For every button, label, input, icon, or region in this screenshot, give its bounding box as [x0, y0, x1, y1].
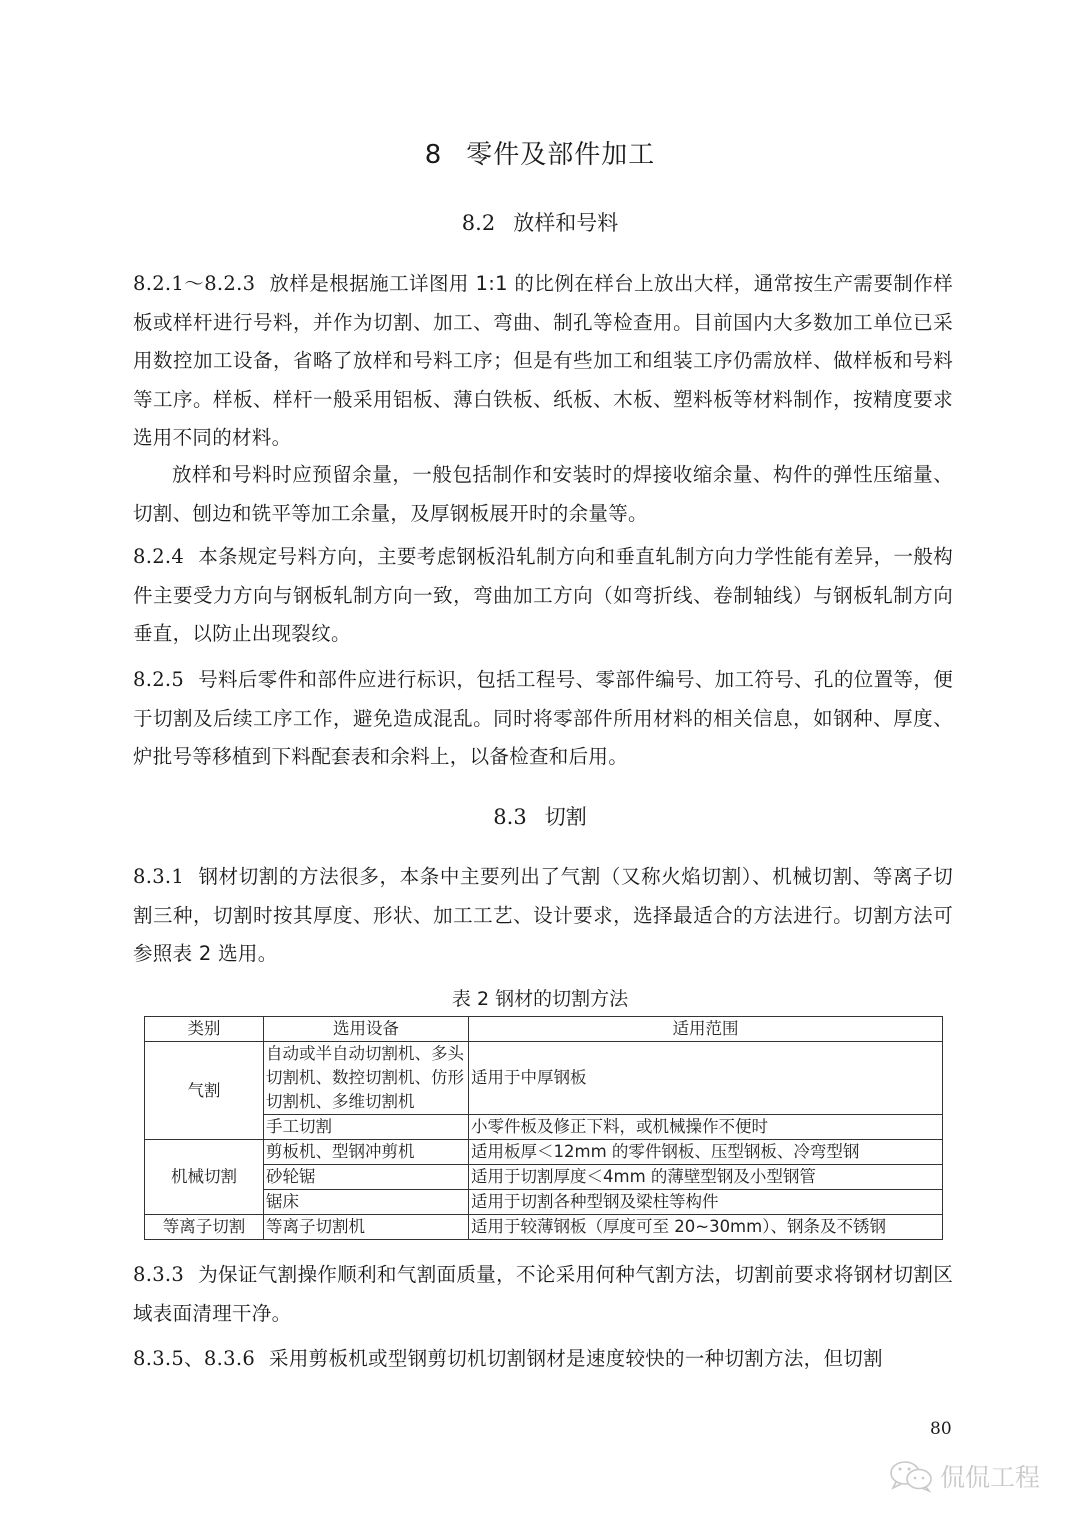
section-title-text: 切割: [544, 805, 587, 829]
scope-cell: 适用于较薄钢板（厚度可至 20~30mm）、钢条及不锈钢: [469, 1215, 943, 1240]
clause-number: 8.3.1: [133, 865, 185, 888]
clause-number: 8.3.5、8.3.6: [133, 1347, 256, 1370]
paragraph-text: 钢材切割的方法很多，本条中主要列出了气割（又称火焰切割）、机械切割、等离子切割三种，切割时按其厚度、形状、加工工艺、设计要求，选择最适合的方法进行。切割方法可参照表 2 选用。: [133, 865, 953, 965]
cutting-methods-table: [144, 1016, 943, 1240]
scope-cell: 适用于切割各种型钢及梁柱等构件: [469, 1190, 943, 1215]
table-row: [145, 1140, 943, 1165]
equipment-cell: 等离子切割机: [264, 1215, 469, 1240]
paragraph-allowance: [133, 456, 953, 533]
watermark: [888, 1458, 1040, 1494]
paragraph-8-2-4: [133, 538, 953, 654]
paragraph-8-3-5: [133, 1340, 953, 1379]
paragraph-text: 放样和号料时应预留余量，一般包括制作和安装时的焊接收缩余量、构件的弹性压缩量、切割、刨边和铣平等加工余量，及厚钢板展开时的余量等。: [133, 463, 953, 525]
clause-number: 8.2.1～8.2.3: [133, 272, 256, 295]
section-title-8-2: [0, 207, 1080, 237]
paragraph-8-3-1: [133, 858, 953, 974]
table-row: [145, 1190, 943, 1215]
clause-number: 8.2.5: [133, 668, 185, 691]
header-equipment: 选用设备: [264, 1017, 469, 1042]
section-title-8-3: [0, 801, 1080, 831]
paragraph-text: 放样是根据施工详图用 1:1 的比例在样台上放出大样，通常按生产需要制作样板或样杆进行号料，并作为切割、加工、弯曲、制孔等检查用。目前国内大多数加工单位已采用数控加工设备，省略了放样和号料工序；但是有些加工和组装工序仍需放样、做样板和号料等工序。样板、样杆一般采用铝板、薄白铁板、纸板、木板、塑料板等材料制作，按精度要求选用不同的材料。: [133, 272, 953, 449]
table-caption: 表 2 钢材的切割方法: [451, 988, 629, 1010]
chapter-title-text: 零件及部件加工: [466, 140, 656, 170]
scope-cell: 适用于切割厚度＜4mm 的薄壁型钢及小型钢管: [469, 1165, 943, 1190]
header-scope: 适用范围: [469, 1017, 943, 1042]
page-number: 80: [930, 1419, 952, 1439]
clause-number: 8.2.4: [133, 545, 185, 568]
table-row: [145, 1215, 943, 1240]
table-header-row: [145, 1017, 943, 1042]
paragraph-text: 号料后零件和部件应进行标识，包括工程号、零部件编号、加工符号、孔的位置等，便于切割及后续工序工作，避免造成混乱。同时将零部件所用材料的相关信息，如钢种、厚度、炉批号等移植到下料配套表和余料上，以备检查和后用。: [133, 668, 953, 768]
paragraph-text: 采用剪板机或型钢剪切机切割钢材是速度较快的一种切割方法，但切割: [269, 1347, 883, 1370]
category-cell: 等离子切割: [145, 1215, 264, 1240]
watermark-text: 侃侃工程: [940, 1463, 1041, 1492]
category-cell: 机械切割: [145, 1140, 264, 1215]
section-number: 8.3: [493, 805, 527, 829]
equipment-cell: 锯床: [264, 1190, 469, 1215]
paragraph-8-2-1: [133, 265, 953, 458]
chapter-title: [0, 134, 1080, 171]
scope-cell: 适用板厚＜12mm 的零件钢板、压型钢板、冷弯型钢: [469, 1140, 943, 1165]
equipment-cell: 剪板机、型钢冲剪机: [264, 1140, 469, 1165]
paragraph-text: 本条规定号料方向，主要考虑钢板沿轧制方向和垂直轧制方向力学性能有差异，一般构件主要受力方向与钢板轧制方向一致，弯曲加工方向（如弯折线、卷制轴线）与钢板轧制方向垂直，以防止出现裂纹。: [133, 545, 953, 645]
header-category: 类别: [145, 1017, 264, 1042]
section-number: 8.2: [461, 211, 496, 235]
scope-cell: 小零件板及修正下料，或机械操作不便时: [469, 1115, 943, 1140]
scope-cell: 适用于中厚钢板: [469, 1042, 943, 1115]
equipment-cell: 手工切割: [264, 1115, 469, 1140]
chapter-number: 8: [424, 140, 443, 170]
table-row: [145, 1042, 943, 1115]
paragraph-8-3-3: [133, 1256, 953, 1333]
category-cell: 气割: [145, 1042, 264, 1140]
clause-number: 8.3.3: [133, 1263, 185, 1286]
table-row: [145, 1115, 943, 1140]
equipment-cell: 自动或半自动切割机、多头切割机、数控切割机、仿形切割机、多维切割机: [264, 1042, 469, 1115]
section-title-text: 放样和号料: [513, 211, 619, 235]
equipment-cell: 砂轮锯: [264, 1165, 469, 1190]
paragraph-8-2-5: [133, 661, 953, 777]
wechat-icon: [888, 1459, 934, 1493]
table-row: [145, 1165, 943, 1190]
paragraph-text: 为保证气割操作顺利和气割面质量，不论采用何种气割方法，切割前要求将钢材切割区域表面清理干净。: [133, 1263, 953, 1325]
